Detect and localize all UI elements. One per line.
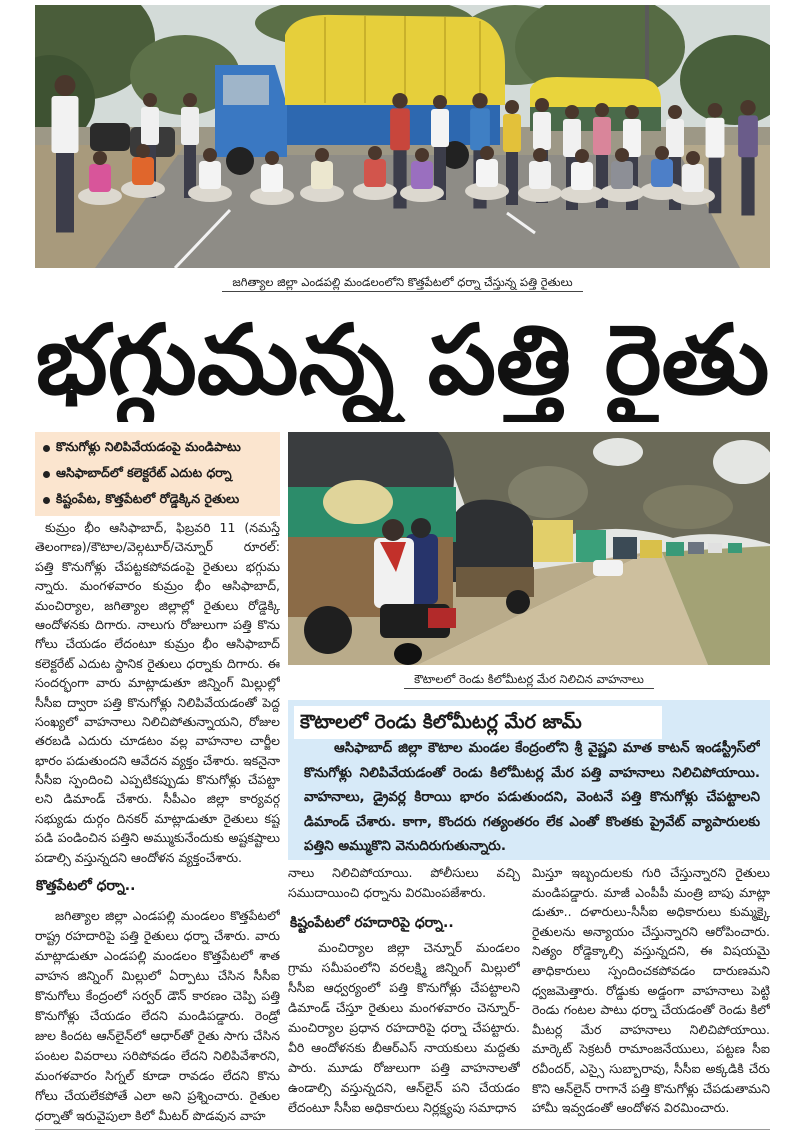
text-line: కొనుగోళ్లు చేయడం లేదని మండిపడ్డారు. రెండ్రో [35,1008,280,1023]
bullet-icon [43,471,50,478]
shirt [682,164,704,192]
text-line: రైతులను అన్యాయం చేస్తున్నారని ఆరోపించారు. [532,923,770,939]
text-line: కొని ఆన్‌లైన్ రాగానే పత్తి కొనుగోళ్లు చేపడుతామని [532,1080,770,1096]
shirt [533,112,551,150]
text-line: నిత్యం రోడ్డెక్కాల్సి వస్తున్నదని, ఈ విషయమై [532,943,770,959]
text-line: మాట్లాడుతూ ఎండపల్లి మండలం కొత్తపేటలో శాత [35,948,280,963]
head [740,100,755,115]
shirt [132,157,154,185]
right-photo-illustration [288,432,770,665]
text-line: మిస్తూ ఇబ్బందులకు గురి చేస్తున్నారని రైతులు [532,865,770,880]
truck [708,543,722,553]
motorbike-panel [428,608,456,628]
shirt [52,96,79,153]
right-photo-caption-text: కౌటాలలో రెండు కిలోమీటర్ల మేర నిలిచిన వాహనాలు [404,672,654,689]
text-line: పారు. మూడు రోజులుగా పత్తి వాహనాలతో [288,1060,520,1075]
head [533,148,547,162]
text-line: కొనుగోలు కేంద్రంలో సర్వర్ డౌన్ కారణం చెప్పి పత్తి [35,988,280,1003]
legs [709,156,722,214]
text-line: న్నారు. మంగళవారం కుమ్రం భీం ఆసిఫాబాద్, [35,578,280,594]
text-line: ఉండాల్సి వస్తున్నదని, ఆన్‌లైన్ పని చేయడం [288,1080,520,1095]
text-line: మంగళవారం సిగ్నల్ కూడా రావడం లేదని కొను [35,1068,280,1083]
truck [688,542,704,554]
shirt [611,161,633,189]
highlight-item [35,487,280,513]
text-line: గోలు చేయలేకపోతే ఎలా అని ప్రశ్నించారు. రైతుల [35,1088,280,1103]
top-photo-illustration [35,5,770,268]
shirt [529,161,551,189]
truck-body [275,100,500,145]
shirt [651,159,673,187]
motorbike-wheel [394,643,422,665]
text-line: తరబడి ఎదురు చూడటం వల్ల వాహనాల చార్జీల [35,733,280,749]
text-line: వాహనాలు, డ్రైవర్ల కిరాయి భారం పడుతుందని, వెంటనే పత్తి కొనుగోళ్లు చేపట్టాలని [304,789,760,805]
head [433,95,447,109]
text-line: జుల కిందట ఆన్‌లైన్‌లో ఆధార్‌తో రైతు సాగు చేసిన [35,1028,280,1043]
text-line: సభ్యుడు దుర్గం దినకర్ మాట్లాడుతూ రైతులు కష్ట [35,810,280,826]
text-line: మంచిర్యాల, జగిత్యాల జిల్లాల్లో రైతులు రోడ్డెక్కి [35,597,280,613]
head [575,149,589,163]
text-line: మంచిర్యాల ప్రధాన రహదారిపై ధర్నా చేపట్టారు. [288,1020,520,1035]
cotton-load-tarp [285,15,505,105]
text-line: లని డిమాండ్ చేశారు. సీపీఎం జిల్లా కార్యవర్గ [35,791,280,807]
text-line: ధర్నాతో ఇరువైపులా కిలో మీటర్ పొడవున వాహ [35,1108,266,1123]
head [708,103,723,118]
legs [741,155,754,216]
head [535,98,549,112]
head [55,75,76,96]
text-line: భారం పడుతుందని ఆవేదన వ్యక్తం చేశారు. ఇకనైనా [35,752,280,768]
right-photo-caption [288,671,770,689]
text-line: పత్తిని అమ్ముకొని వెనుదిరుగుతున్నారు. [304,838,506,854]
shirt [141,107,159,145]
text-line: హామీ ఇవ్వడంతో ఆందోళన విరమించారు. [532,1100,730,1116]
shirt [706,118,725,158]
text-line: కలెక్టరేట్ ఎదుట స్థానిక రైతులు ధర్నాకు దిగారు. ఈ [35,655,280,671]
head [472,93,487,108]
text-line: మీటర్ల మేర వాహనాలు నిలిచిపోయాయి. [532,1021,770,1037]
text-line: వీరి ఆందోళనకు బీఆర్‌ఎస్ నాయకులు మద్దతు [288,1040,520,1055]
cotton-bulge [323,480,393,524]
text-line: నాలు నిలిచిపోయాయి. పోలీసులు వచ్చి [288,865,520,880]
dark-tarp-truck [453,500,534,614]
text-line: సముదాయించి ధర్నాను విరమింపజేశారు. [288,885,487,900]
left-column-paragraph-2 [35,906,280,1126]
head [595,103,609,117]
shirt [470,108,490,150]
head [203,148,217,162]
truck [666,542,684,556]
head [505,100,519,114]
text-line: పంటల వివరాలు సరిపోవడం లేదని నిలిపివేశారని, [35,1048,280,1063]
truck-wheel [226,147,254,175]
middle-column-paragraph-2 [288,938,520,1118]
rider-back-head [411,518,431,538]
shirt [261,164,283,192]
head [415,148,429,162]
text-line: మండిపడ్డారు. మాజీ ఎంపీపీ మంత్రి బాపు మాట్లా [532,884,770,900]
head [183,93,197,107]
text-line: డిమాండ్ చేస్తూ రైతులు మంగళవారం చెన్నూర్- [288,1000,520,1015]
text-line: మంచిర్యాల జిల్లా చెన్నూర్ మండలం [318,940,520,955]
text-line: పడి పండించిన పత్తిని అమ్ముకునేందుకు అష్టకష్టాలు [35,830,280,846]
bottom-rule [35,1129,770,1130]
text-line: సీసీఐ ఆధ్వర్యంలో పత్తి కొనుగోళ్లు చేపట్టాలని [288,980,520,995]
right-photo-stalled-vehicles [288,432,770,665]
head [315,148,329,162]
truck-windshield [223,75,269,105]
highlights-box [35,432,280,516]
bullet-icon [43,497,50,504]
text-line: డుతూ.. దళారులు-సీసీఐ అధికారులు కుమ్మక్కై [532,904,770,920]
shirt [311,161,333,189]
head [668,105,682,119]
left-column-paragraph-1 [35,518,280,867]
truck [640,540,662,558]
shirt [503,114,521,152]
text-line: జగిత్యాల జిల్లా ఎండపల్లి మండలం కొత్తపేటలో [55,908,280,923]
headline: భగ్గుమన్న పత్తి రైతు [35,304,770,416]
shirt [411,161,433,189]
right-column-paragraph [532,863,770,1118]
shirt [181,107,199,145]
truck [533,520,573,562]
text-line: తెలంగాణ)/కౌటాల/వెల్గటూర్/చెన్నూర్ రూరల్: [35,539,280,555]
highlight-text: ఆసిఫాబాద్‌లో కలెక్టరేట్ ఎదుట ధర్నా [56,464,232,480]
head [265,151,279,165]
text-line: సందర్భంగా వారు మాట్లాడుతూ జిన్నింగ్ మిల్లుల్లో [35,675,280,691]
shirt [738,115,758,157]
text-line: ఆందోళనకు దిగారు. నాలుగు రోజులుగా పత్తి కొను [35,616,280,632]
text-line: రవీందర్, ఎస్సై సుబ్బారావు, సీసీఐ అక్కడికి చేరు [532,1060,770,1076]
text-line: ధ్వజమెత్తారు. రోడ్డుకు అడ్డంగా వాహనాలు పెట్టి [532,982,770,998]
shirt [593,117,611,155]
text-line: మార్కెట్ సెక్రటరీ రామాంజనేయులు, పట్టణ సీఐ [532,1041,770,1057]
shirt [364,159,386,187]
tree [643,485,733,529]
highlight-item [35,461,280,487]
text-line: పత్తి కొనుగోళ్లు చేపట్టకపోవడంపై రైతులు భగ్గుమ [35,558,280,574]
legs [506,150,518,205]
text-line: ఆసిఫాబాద్ జిల్లా కౌటాల మండల కేంద్రంలోని శ్రీ వైష్ణవి మాత కాటన్ ఇండస్ట్రీస్‌లో [334,740,760,756]
head [136,144,150,158]
truck [613,537,637,559]
truck [728,543,742,553]
jam-box-heading: కౌటాలలో రెండు కిలోమీటర్ల మేర జామ్ [294,706,662,739]
text-line: గోలు చేయడం లేదంటూ కుమ్రం భీం ఆసిఫాబాద్ [35,636,280,652]
top-photo-caption [35,274,770,292]
text-line: లేదంటూ సీసీఐ అధికారులు నిర్లక్ష్యపు సమాధాన [288,1100,517,1115]
top-photo-caption-text: జగిత్యాల జిల్లా ఎండపల్లి మండలంలోని కొత్తపేటలో ధర్నా చేస్తున్న పత్తి రైతులు [222,275,582,292]
head [143,93,157,107]
motorbike [90,123,130,151]
jam-box-paragraph [304,736,760,859]
white-car [593,560,623,576]
text-line: రెండు గంటల పాటు ధర్నా చేయడంతో రెండు కిలో [532,1002,770,1018]
highlight-item [35,435,280,461]
head [615,148,629,162]
legs [393,148,406,209]
text-line: కొనుగోళ్లు నిలిపివేయడంతో రెండు కిలోమీటర్ల మేర పత్తి వాహనాలు నిలిచిపోయాయి. [304,764,760,781]
truck-wheel [304,606,352,654]
text-line: డిమాండ్ చేశారు. కాగా, కొందరు గత్యంతరం లేక ఎంతో కొంతకు ప్రైవేట్ వ్యాపారులకు [304,813,760,830]
rider-front-head [382,519,404,541]
text-line: తాధికారులు స్పందించకపోవడం దారుణమని [532,962,770,978]
head [655,146,669,160]
truck-wheel [506,590,530,614]
top-photo-farmers-protest [35,5,770,268]
head [93,151,107,165]
head [625,105,639,119]
head [565,105,579,119]
bullet-icon [43,445,50,452]
shirt [390,108,410,150]
text-line: రాష్ట్ర రహదారిపై పత్తి రైతులు ధర్నా చేశారు. వారు [35,928,280,943]
head [368,146,382,160]
head [392,93,407,108]
shirt [476,159,498,187]
text-line: సీసీఐ ద్వారా పత్తి కొనుగోళ్లు నిలిపివేయడంతో పెద్ద [35,694,280,710]
shirt [571,162,593,190]
shirt [89,164,111,192]
head [480,146,494,160]
shirt [199,161,221,189]
text-line: పడాల్సి వస్తున్నదని ఆందోళన వ్యక్తంచేశారు. [35,849,242,865]
legs [56,150,74,233]
highlight-text: కిష్టంపేట, కొత్తపేటలో రోడ్డెక్కిన రైతులు [56,490,240,506]
text-line: వాహన జిన్నింగ్ మిల్లులో ఏర్పాటు చేసిన సీసీఐ [35,968,280,983]
head [686,151,700,165]
left-column-subheading: కొత్తపేటలో ధర్నా.. [36,878,136,894]
truck [576,530,606,562]
text-line: కుమ్రం భీం ఆసిఫాబాద్, ఫిబ్రవరి 11 (నమస్తే [45,520,280,535]
kautala-jam-box [288,700,770,860]
cotton-load-tarp [530,77,661,107]
sky-gap [593,438,643,466]
text-line: గ్రామ సమీపంలోని వరలక్ష్మి జిన్నింగ్ మిల్లులో [288,960,520,975]
middle-column-paragraph-1 [288,863,520,903]
text-line: సీసీఐ స్పందించి ఎప్పటికప్పుడు కొనుగోళ్లు చేపట్టా [35,772,280,788]
shirt [431,109,449,147]
text-line: సంఖ్యలో వాహనాలు నిలిచిపోతున్నాయని, రోజుల [35,713,280,729]
middle-column-subheading: కిష్టంపేటలో రహదారిపై ధర్నా.. [290,915,454,931]
highlight-text: కొనుగోళ్లు నిలిపివేయడంపై మండిపాటు [56,438,241,454]
